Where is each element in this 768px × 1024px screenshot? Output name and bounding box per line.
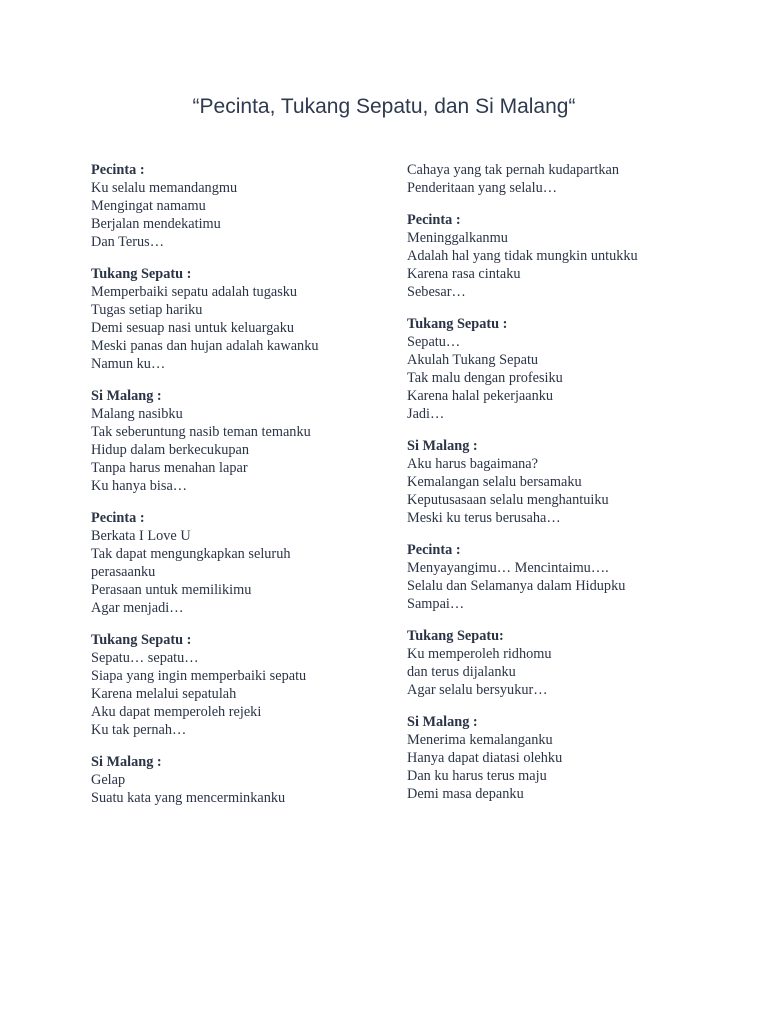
verse-line: Aku harus bagaimana? [407,456,539,472]
stanza [407,627,707,699]
verse-line: Hidup dalam berkecukupan [91,442,250,458]
verse-line: Ku hanya bisa… [91,478,188,494]
right-column [407,161,707,817]
verse-line: Karena rasa cintaku [407,266,521,282]
verse-line: Sebesar… [407,284,466,300]
left-column [91,161,371,821]
verse-line: Mengingat namamu [91,198,206,214]
stanza [91,265,371,373]
verse-line: Sepatu… [407,334,461,350]
stanza [407,211,707,301]
verse-line: Menerima kemalanganku [407,732,553,748]
verse-line: Selalu dan Selamanya dalam Hidupku [407,578,626,594]
poem-title: “Pecinta, Tukang Sepatu, dan Si Malang“ [192,95,576,118]
stanza-speaker: Pecinta : [407,542,461,558]
stanza-speaker: Pecinta : [91,162,145,178]
stanza-speaker: Tukang Sepatu : [91,266,192,282]
verse-line: Suatu kata yang mencerminkanku [91,790,286,806]
verse-line: Karena melalui sepatulah [91,686,237,702]
verse-line: dan terus dijalanku [407,664,516,680]
verse-line: Malang nasibku [91,406,183,422]
stanza [91,509,371,617]
verse-line: Ku tak pernah… [91,722,187,738]
verse-line: Penderitaan yang selalu… [407,180,558,196]
verse-line: Perasaan untuk memilikimu [91,582,252,598]
verse-line: Agar menjadi… [91,600,184,616]
verse-line: Sampai… [407,596,465,612]
verse-line: Keputusasaan selalu menghantuiku [407,492,609,508]
stanza [91,631,371,739]
verse-line: Meninggalkanmu [407,230,508,246]
verse-line: Karena halal pekerjaanku [407,388,554,404]
stanza-speaker: Si Malang : [407,714,478,730]
verse-line: Demi masa depanku [407,786,524,802]
verse-line: Tanpa harus menahan lapar [91,460,248,476]
verse-line: Dan Terus… [91,234,164,250]
stanza [407,713,707,803]
verse-line: Memperbaiki sepatu adalah tugasku [91,284,298,300]
verse-line: Gelap [91,772,126,788]
verse-line: Ku selalu memandangmu [91,180,238,196]
verse-line: Tak malu dengan profesiku [407,370,563,386]
verse-line: Hanya dapat diatasi olehku [407,750,563,766]
verse-line: Tak dapat mengungkapkan seluruh [91,546,291,562]
stanza [407,541,707,613]
stanza-speaker: Si Malang : [407,438,478,454]
stanza-speaker: Tukang Sepatu : [91,632,192,648]
stanza-speaker: Tukang Sepatu: [407,628,504,644]
stanza [91,161,371,251]
verse-line: Tak seberuntung nasib teman temanku [91,424,311,440]
verse-line: Sepatu… sepatu… [91,650,199,666]
verse-line: Adalah hal yang tidak mungkin untukku [407,248,638,264]
stanza-speaker: Pecinta : [91,510,145,526]
verse-line: Berjalan mendekatimu [91,216,221,232]
verse-line: perasaanku [91,564,156,580]
verse-line: Kemalangan selalu bersamaku [407,474,582,490]
verse-line: Cahaya yang tak pernah kudapartkan [407,162,619,178]
stanza-speaker: Pecinta : [407,212,461,228]
verse-line: Agar selalu bersyukur… [407,682,548,698]
verse-line: Dan ku harus terus maju [407,768,547,784]
stanza-continuation [407,161,707,197]
verse-line: Akulah Tukang Sepatu [407,352,539,368]
verse-line: Aku dapat memperoleh rejeki [91,704,262,720]
stanza [91,387,371,495]
verse-line: Demi sesuap nasi untuk keluargaku [91,320,295,336]
verse-line: Siapa yang ingin memperbaiki sepatu [91,668,307,684]
verse-line: Menyayangimu… Mencintaimu…. [407,560,609,576]
verse-line: Berkata I Love U [91,528,191,544]
stanza-speaker: Si Malang : [91,388,162,404]
stanza-speaker: Si Malang : [91,754,162,770]
verse-line: Jadi… [407,406,445,422]
stanza [91,753,371,807]
verse-line: Tugas setiap hariku [91,302,203,318]
stanza-speaker: Tukang Sepatu : [407,316,508,332]
verse-line: Meski ku terus berusaha… [407,510,561,526]
stanza [407,315,707,423]
verse-line: Namun ku… [91,356,166,372]
verse-line: Meski panas dan hujan adalah kawanku [91,338,319,354]
verse-line: Ku memperoleh ridhomu [407,646,552,662]
stanza [407,437,707,527]
